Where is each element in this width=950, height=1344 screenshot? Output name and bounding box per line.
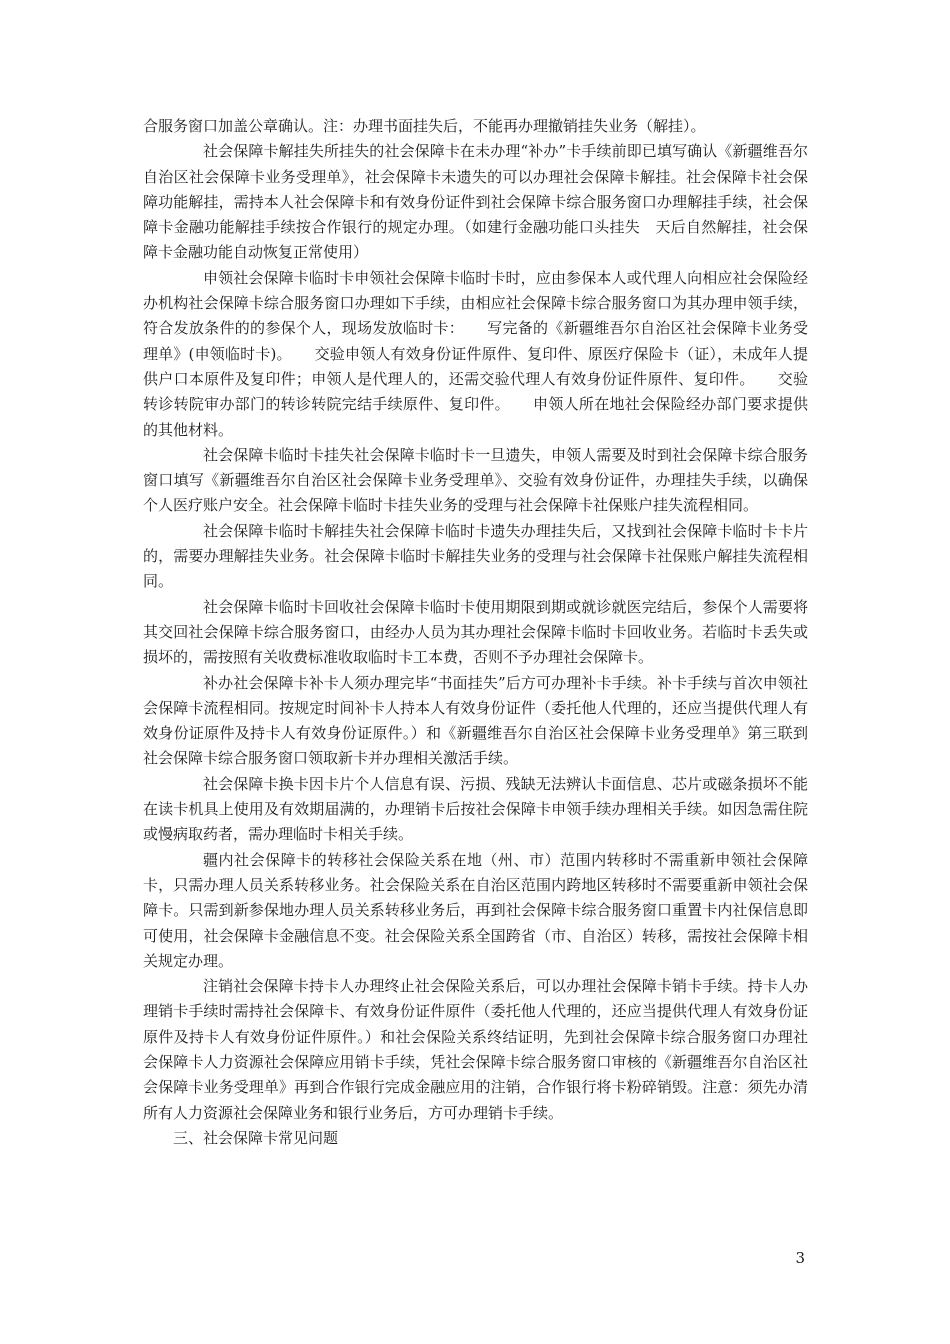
section-heading: 三、社会保障卡常见问题: [173, 1128, 339, 1147]
paragraph-transfer-card: 疆内社会保障卡的转移社会保险关系在地（州、市）范围内转移时不需重新申领社会保障卡，只需办理人员关系转移业务。社会保险关系在自治区范围内跨地区转移时不需要重新申领社会保障卡。只需到新参保地办理人员关系转移业务后，再到社会保障卡综合服务窗口重置卡内社保信息即可使用，社会保障卡金融信息不变。社会保险关系全国跨省（市、自治区）转移，需按社会保障卡相关规定办理。: [143, 850, 808, 970]
page-number: 3: [795, 1249, 805, 1267]
paragraph-temp-card-recall: 社会保障卡临时卡回收社会保障卡临时卡使用期限到期或就诊就医完结后，参保个人需要将其交回社会保障卡综合服务窗口，由经办人员为其办理社会保障卡临时卡回收业务。若临时卡丢失或损坏的，需按照有关收费标准收取临时卡工本费，否则不予办理社会保障卡。: [143, 597, 808, 667]
paragraph-temp-card-unfreeze: 社会保障卡临时卡解挂失社会保障卡临时卡遗失办理挂失后，又找到社会保障卡临时卡卡片的，需要办理解挂失业务。社会保障卡临时卡解挂失业务的受理与社会保障卡社保账户解挂失流程相同。: [143, 521, 808, 591]
paragraph-replace-card: 社会保障卡换卡因卡片个人信息有误、污损、残缺无法辨认卡面信息、芯片或磁条损坏不能在读卡机具上使用及有效期届满的，办理销卡后按社会保障卡申领手续办理相关手续。如因急需住院或慢病取药者，需办理临时卡相关手续。: [143, 774, 808, 844]
paragraph-reissue-card: 补办社会保障卡补卡人须办理完毕“书面挂失”后方可办理补卡手续。补卡手续与首次申领社会保障卡流程相同。按规定时间补卡人持本人有效身份证件（委托他人代理的，还应当提供代理人有效身份证原件及持卡人有效身份证原件。）和《新疆维吾尔自治区社会保障卡业务受理单》第三联到社会保障卡综合服务窗口领取新卡并办理相关激活手续。: [143, 673, 808, 768]
paragraph-unfreeze-card: 社会保障卡解挂失所挂失的社会保障卡在未办理“补办”卡手续前即已填写确认《新疆维吾尔自治区社会保障卡业务受理单》，社会保障卡未遗失的可以办理社会保障卡解挂。社会保障卡社会保障功能解挂，需持本人社会保障卡和有效身份证件到社会保障卡综合服务窗口办理解挂手续，社会保障卡金融功能解挂手续按合作银行的规定办理。（如建行金融功能口头挂失 天后自然解挂，社会保障卡金融功能自动恢复正常使用）: [143, 142, 808, 262]
paragraph-cancel-card: 注销社会保障卡持卡人办理终止社会保险关系后，可以办理社会保障卡销卡手续。持卡人办理销卡手续时需持社会保障卡、有效身份证件原件（委托他人代理的，还应当提供代理人有效身份证原件及持卡人有效身份证件原件。）和社会保险关系终结证明，先到社会保障卡综合服务窗口办理社会保障卡人力资源社会保障应用销卡手续，凭社会保障卡综合服务窗口审核的《新疆维吾尔自治区社会保障卡业务受理单》再到合作银行完成金融应用的注销，合作银行将卡粉碎销毁。注意：须先办清所有人力资源社会保障业务和银行业务后，方可办理销卡手续。: [143, 977, 808, 1122]
paragraph-continuation: 合服务窗口加盖公章确认。注：办理书面挂失后，不能再办理撤销挂失业务（解挂）。: [143, 117, 706, 135]
paragraph-temp-card-loss: 社会保障卡临时卡挂失社会保障卡临时卡一旦遗失，申领人需要及时到社会保障卡综合服务窗口填写《新疆维吾尔自治区社会保障卡业务受理单》、交验有效身份证件，办理挂失手续，以确保个人医疗账户安全。社会保障卡临时卡挂失业务的受理与社会保障卡社保账户挂失流程相同。: [143, 445, 808, 515]
document-body: [143, 114, 808, 1151]
paragraph-apply-temp-card: 申领社会保障卡临时卡申领社会保障卡临时卡时，应由参保本人或代理人向相应社会保险经办机构社会保障卡综合服务窗口办理如下手续，由相应社会保障卡综合服务窗口为其办理申领手续，符合发放条件的的参保个人，现场发放临时卡： 写完备的《新疆维吾尔自治区社会保障卡业务受理单》(申领临时卡)。 交验申领人有效身份证件原件、复印件、原医疗保险卡（证），未成年人提供户口本原件及复印件；申领人是代理人的，还需交验代理人有效身份证件原件、复印件。 交验转诊转院审办部门的转诊转院完结手续原件、复印件。 申领人所在地社会保险经办部门要求提供的其他材料。: [143, 268, 808, 439]
